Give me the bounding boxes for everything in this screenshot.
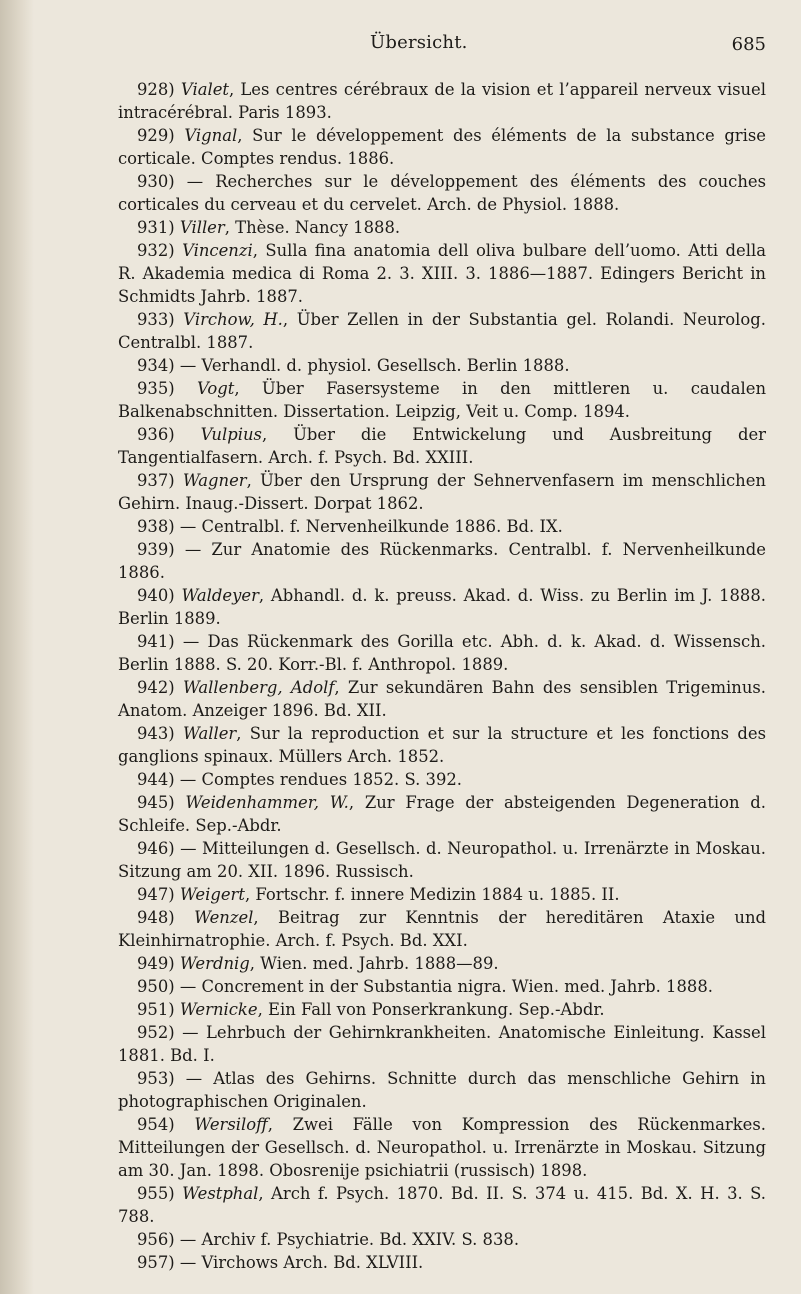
bibliography-entry — [118, 883, 766, 906]
entry-text: — Comptes rendues 1852. S. 392. — [179, 770, 463, 789]
entry-number: 945) — [137, 793, 175, 812]
entry-number: 952) — [137, 1023, 175, 1042]
entry-text: , Über den Ursprung der Sehnervenfasern im menschlichen Gehirn. Inaug.-Dissert. Dorpat 1862. — [118, 471, 766, 513]
entry-author: Wagner — [182, 471, 247, 490]
bibliography-entry — [118, 538, 766, 584]
entry-text: — Concrement in der Substantia nigra. Wien. med. Jahrb. 1888. — [179, 977, 713, 996]
entry-author: Vincenzi — [182, 241, 253, 260]
bibliography-entry — [118, 1182, 766, 1228]
page-number: 685 — [731, 34, 766, 55]
entry-number: 947) — [137, 885, 175, 904]
bibliography-entry — [118, 1228, 766, 1251]
bibliography-entry — [118, 1113, 766, 1182]
entry-text: , Beitrag zur Kenntnis der hereditären Ataxie und Kleinhirnatrophie. Arch. f. Psych. Bd. XXI. — [118, 908, 766, 950]
entry-author: Waller — [183, 724, 237, 743]
entry-number: 951) — [137, 1000, 175, 1019]
entry-number: 956) — [137, 1230, 175, 1249]
bibliography-entry — [118, 722, 766, 768]
entry-number: 938) — [137, 517, 175, 536]
entry-text: , Arch f. Psych. 1870. Bd. II. S. 374 u. 415. Bd. X. H. 3. S. 788. — [118, 1184, 766, 1226]
entry-text: — Zur Anatomie des Rückenmarks. Centralbl. f. Nervenheilkunde 1886. — [118, 540, 766, 582]
document-page — [118, 0, 768, 1294]
entry-number: 928) — [137, 80, 175, 99]
entry-text: , Zur sekundären Bahn des sensiblen Trigeminus. Anatom. Anzeiger 1896. Bd. XII. — [118, 678, 766, 720]
entry-text: , Sulla fina anatomia dell oliva bulbare dell’uomo. Atti della R. Akademia medica di Roma 2. 3. XIII. 3. 1886—1887. Edingers Bericht in Schmidts Jahrb. 1887. — [118, 241, 766, 306]
bibliography-entry — [118, 515, 766, 538]
entry-number: 940) — [137, 586, 175, 605]
entry-text: — Recherches sur le développement des éléments des couches corticales du cerveau et du cervelet. Arch. de Physiol. 1888. — [118, 172, 767, 214]
entry-text: , Abhandl. d. k. preuss. Akad. d. Wiss. zu Berlin im J. 1888. Berlin 1889. — [118, 586, 766, 628]
entry-text: , Über die Entwickelung und Ausbreitung der Tangentialfasern. Arch. f. Psych. Bd. XXIII. — [118, 425, 766, 467]
entry-text: , Sur le développement des éléments de la substance grise corticale. Comptes rendus. 1886. — [118, 126, 767, 168]
entry-number: 930) — [137, 172, 175, 191]
entry-author: Weigert — [179, 885, 245, 904]
entry-text: , Ein Fall von Ponserkrankung. Sep.-Abdr. — [257, 1000, 605, 1019]
entry-number: 931) — [137, 218, 175, 237]
entry-text: , Über Zellen in der Substantia gel. Rolandi. Neurolog. Centralbl. 1887. — [118, 310, 766, 352]
page-edge — [0, 0, 34, 1294]
page-header — [118, 32, 768, 58]
bibliography-entry — [118, 952, 766, 975]
entry-number: 949) — [137, 954, 175, 973]
entry-number: 957) — [137, 1253, 175, 1272]
bibliography-entry — [118, 975, 766, 998]
entry-number: 943) — [137, 724, 175, 743]
bibliography-entry — [118, 837, 766, 883]
entry-text: , Thèse. Nancy 1888. — [224, 218, 401, 237]
bibliography-entry — [118, 998, 766, 1021]
entry-text: , Zur Frage der absteigenden Degeneration d. Schleife. Sep.-Abdr. — [118, 793, 766, 835]
bibliography-entry — [118, 308, 766, 354]
entry-author: Werdnig — [179, 954, 250, 973]
entry-number: 941) — [137, 632, 175, 651]
bibliography-entry — [118, 78, 766, 124]
bibliography-entry — [118, 676, 766, 722]
entry-number: 946) — [137, 839, 175, 858]
entry-author: Vulpius — [200, 425, 262, 444]
entry-author: Vialet — [180, 80, 229, 99]
bibliography-entry — [118, 239, 766, 308]
entry-author: Wallenberg, Adolf — [182, 678, 335, 697]
entry-text: , Fortschr. f. innere Medizin 1884 u. 1885. II. — [244, 885, 620, 904]
bibliography-entry — [118, 354, 766, 377]
entry-number: 948) — [137, 908, 175, 927]
entry-number: 950) — [137, 977, 175, 996]
entry-text: , Zwei Fälle von Kompression des Rückenmarkes. Mitteilungen der Gesellsch. d. Neuropathol. u. Irrenärzte in Moskau. Sitzung am 30. Jan. 1898. Obosrenije psichiatrii (russisch) 1898. — [118, 1115, 767, 1180]
entry-number: 936) — [137, 425, 175, 444]
bibliography-entry — [118, 170, 766, 216]
entry-text: , Über Fasersysteme in den mittleren u. caudalen Balkenabschnitten. Dissertation. Leipzig, Veit u. Comp. 1894. — [118, 379, 766, 421]
bibliography-entry — [118, 423, 766, 469]
entry-number: 935) — [137, 379, 175, 398]
bibliography-entry — [118, 791, 766, 837]
entry-author: Weidenhammer, W. — [185, 793, 349, 812]
entry-text: — Atlas des Gehirns. Schnitte durch das menschliche Gehirn in photographischen Originalen. — [118, 1069, 766, 1111]
bibliography-list — [118, 78, 766, 1274]
entry-author: Waldeyer — [181, 586, 259, 605]
entry-number: 939) — [137, 540, 175, 559]
entry-author: Viller — [179, 218, 225, 237]
bibliography-entry — [118, 768, 766, 791]
bibliography-entry — [118, 124, 766, 170]
entry-number: 932) — [137, 241, 175, 260]
bibliography-entry — [118, 216, 766, 239]
bibliography-entry — [118, 1067, 766, 1113]
entry-author: Westphal — [182, 1184, 259, 1203]
bibliography-entry — [118, 906, 766, 952]
bibliography-entry — [118, 1251, 766, 1274]
entry-number: 934) — [137, 356, 175, 375]
entry-number: 942) — [137, 678, 175, 697]
entry-text: — Das Rückenmark des Gorilla etc. Abh. d. k. Akad. d. Wissensch. Berlin 1888. S. 20. Korr.-Bl. f. Anthropol. 1889. — [118, 632, 766, 674]
bibliography-entry — [118, 630, 766, 676]
running-title: Übersicht. — [370, 32, 468, 53]
entry-number: 933) — [137, 310, 175, 329]
bibliography-entry — [118, 377, 766, 423]
entry-text: — Archiv f. Psychiatrie. Bd. XXIV. S. 838. — [179, 1230, 520, 1249]
bibliography-entry — [118, 1021, 766, 1067]
entry-text: — Lehrbuch der Gehirnkrankheiten. Anatomische Einleitung. Kassel 1881. Bd. I. — [118, 1023, 766, 1065]
entry-author: Vogt — [197, 379, 235, 398]
entry-author: Wenzel — [194, 908, 254, 927]
entry-number: 955) — [137, 1184, 175, 1203]
entry-number: 954) — [137, 1115, 175, 1134]
entry-text: , Wien. med. Jahrb. 1888—89. — [249, 954, 499, 973]
entry-text: — Mitteilungen d. Gesellsch. d. Neuropathol. u. Irrenärzte in Moskau. Sitzung am 20. XII. 1896. Russisch. — [118, 839, 766, 881]
entry-number: 929) — [137, 126, 175, 145]
entry-text: — Virchows Arch. Bd. XLVIII. — [179, 1253, 424, 1272]
bibliography-entry — [118, 584, 766, 630]
entry-number: 937) — [137, 471, 175, 490]
entry-author: Wersiloff — [194, 1115, 268, 1134]
entry-text: , Sur la reproduction et sur la structure et les fonctions des ganglions spinaux. Müllers Arch. 1852. — [118, 724, 766, 766]
bibliography-entry — [118, 469, 766, 515]
entry-author: Vignal — [184, 126, 238, 145]
entry-number: 953) — [137, 1069, 175, 1088]
entry-author: Virchow, H. — [183, 310, 283, 329]
entry-number: 944) — [137, 770, 175, 789]
entry-text: , Les centres cérébraux de la vision et l’appareil nerveux visuel intracérébral. Paris 1893. — [118, 80, 766, 122]
entry-text: — Centralbl. f. Nervenheilkunde 1886. Bd. IX. — [179, 517, 563, 536]
entry-text: — Verhandl. d. physiol. Gesellsch. Berlin 1888. — [179, 356, 570, 375]
entry-author: Wernicke — [179, 1000, 258, 1019]
